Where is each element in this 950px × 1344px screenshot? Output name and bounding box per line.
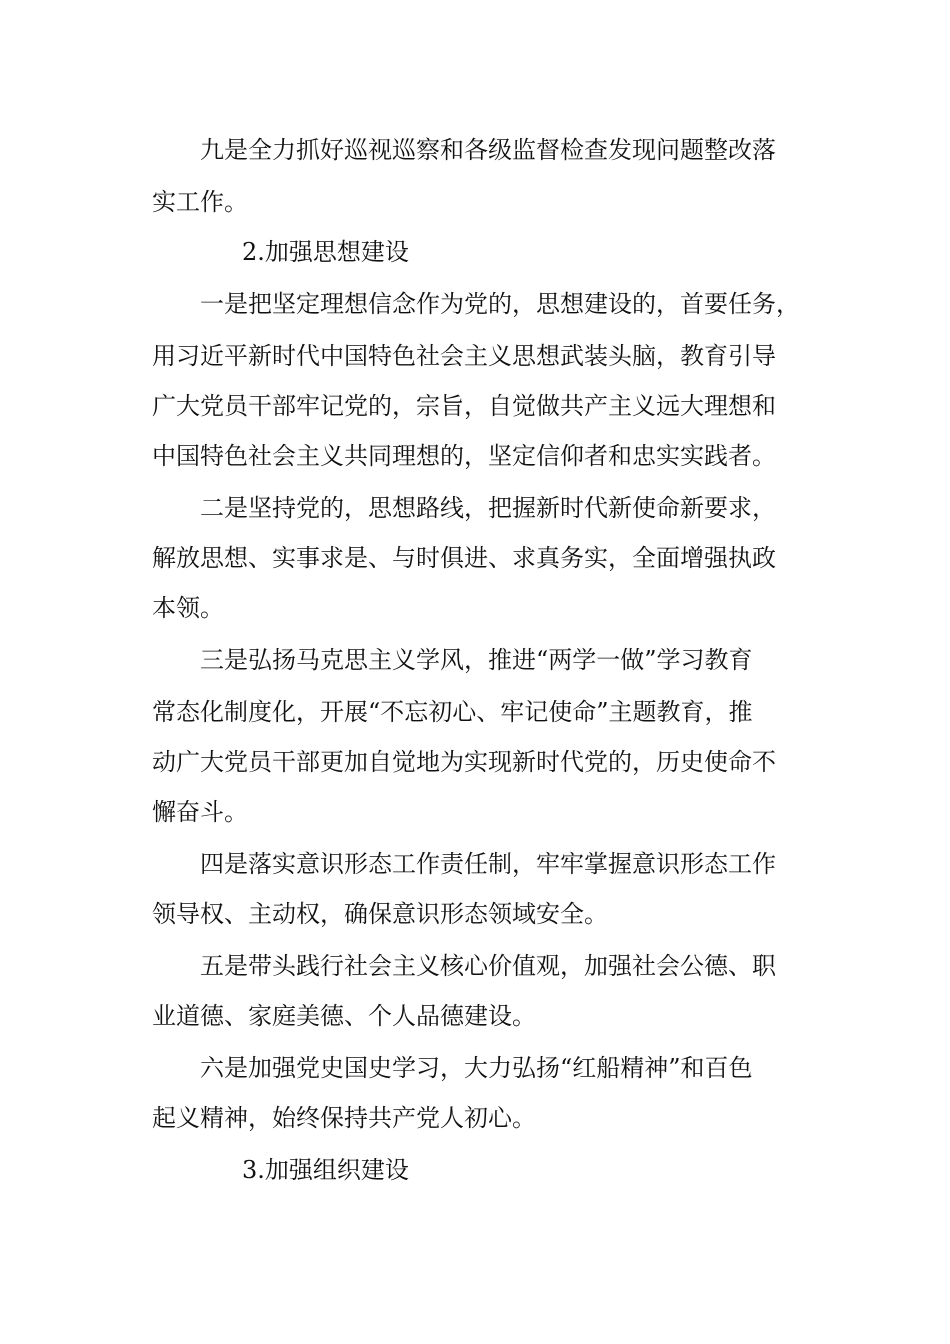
paragraph-six-line-1: 六是加强党史国史学习，大力弘扬“红船精神”和百色 [200, 1054, 753, 1082]
paragraph-one-line-1: 一是把坚定理想信念作为党的，思想建设的，首要任务， [200, 290, 800, 318]
paragraph-three-line-1: 三是弘扬马克思主义学风，推进“两学一做”学习教育 [200, 646, 753, 674]
paragraph-one-line-3: 广大党员干部牢记党的，宗旨，自觉做共产主义远大理想和 [152, 392, 776, 420]
paragraph-three-line-3: 动广大党员干部更加自觉地为实现新时代党的，历史使命不 [152, 748, 776, 776]
paragraph-four-line-1: 四是落实意识形态工作责任制，牢牢掌握意识形态工作 [200, 850, 776, 878]
paragraph-five-line-1: 五是带头践行社会主义核心价值观，加强社会公德、职 [200, 952, 776, 980]
paragraph-nine-line-1: 九是全力抓好巡视巡察和各级监督检查发现问题整改落 [200, 136, 776, 164]
paragraph-five-line-2: 业道德、家庭美德、个人品德建设。 [152, 1002, 536, 1030]
paragraph-three-line-2: 常态化制度化，开展“不忘初心、牢记使命”主题教育，推 [152, 698, 753, 726]
paragraph-one-line-4: 中国特色社会主义共同理想的，坚定信仰者和忠实实践者。 [152, 442, 776, 470]
section-heading-organizational-building: 3.加强组织建设 [242, 1156, 409, 1184]
paragraph-two-line-3: 本领。 [152, 594, 224, 622]
paragraph-six-line-2: 起义精神，始终保持共产党人初心。 [152, 1104, 536, 1132]
paragraph-one-line-2: 用习近平新时代中国特色社会主义思想武装头脑，教育引导 [152, 342, 776, 370]
paragraph-two-line-1: 二是坚持党的，思想路线，把握新时代新使命新要求， [200, 494, 776, 522]
paragraph-three-line-4: 懈奋斗。 [152, 798, 248, 826]
paragraph-four-line-2: 领导权、主动权，确保意识形态领域安全。 [152, 900, 608, 928]
paragraph-two-line-2: 解放思想、实事求是、与时俱进、求真务实，全面增强执政 [152, 544, 776, 572]
paragraph-nine-line-2: 实工作。 [152, 188, 248, 216]
section-heading-ideological-building: 2.加强思想建设 [242, 238, 409, 266]
